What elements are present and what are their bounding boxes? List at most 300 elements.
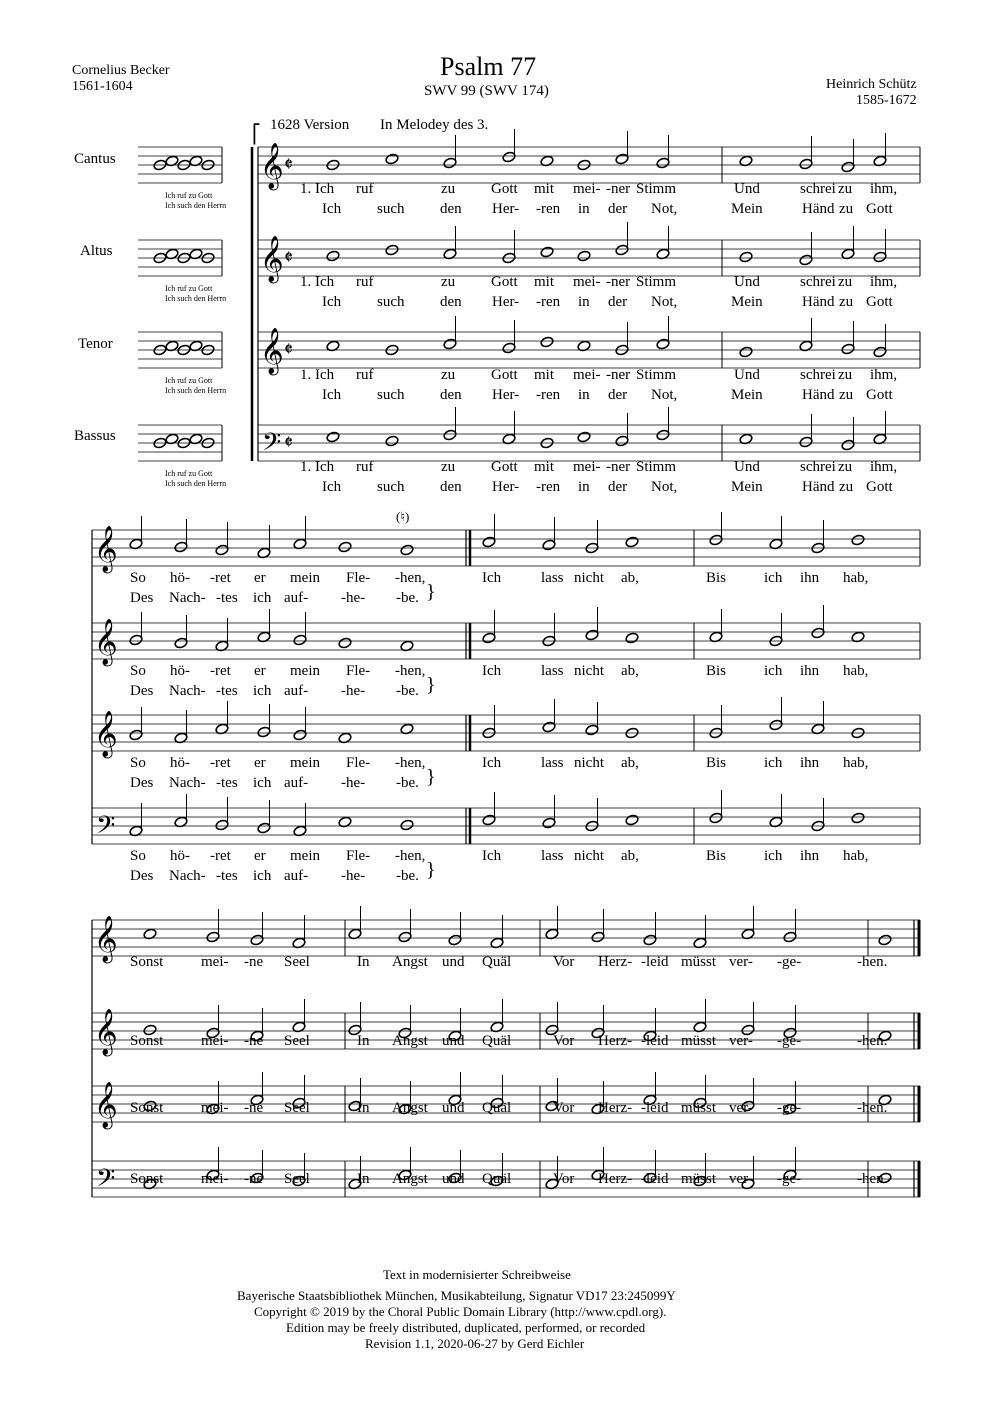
- lyric-syllable: er: [254, 848, 266, 864]
- lyric-syllable: zu: [441, 459, 456, 475]
- lyric-syllable: ich: [764, 848, 783, 864]
- lyric-syllable: Quäl: [482, 1100, 512, 1116]
- lyric-syllable: mit: [534, 274, 555, 290]
- cut-time-icon: 𝄵: [284, 247, 293, 269]
- lyric-syllable: der: [608, 479, 628, 495]
- lyric-syllable: Bis: [706, 663, 727, 679]
- note-head: [338, 637, 352, 649]
- lyric-syllable: in: [578, 387, 590, 403]
- lyric-syllable: Gott: [866, 387, 893, 403]
- note-head: [443, 157, 457, 169]
- lyric-syllable: Seel: [284, 1100, 310, 1116]
- note-head: [656, 429, 670, 441]
- lyric-syllable: Ich: [322, 387, 342, 403]
- note-head: [293, 634, 307, 646]
- lyric-syllable: In: [357, 1171, 370, 1187]
- note-head: [615, 244, 629, 256]
- lyric-syllable: mit: [534, 459, 555, 475]
- lyric-syllable: -leid: [641, 1100, 669, 1116]
- note-head: [841, 439, 855, 451]
- lyric-syllable: Gott: [491, 459, 518, 475]
- lyric-syllable: mein: [290, 663, 320, 679]
- lyric-syllable: Mein: [731, 387, 763, 403]
- lyric-syllable: Quäl: [482, 1171, 512, 1187]
- note-head: [129, 634, 143, 646]
- lyric-syllable: nicht: [574, 755, 604, 771]
- lyric-syllable: schrei: [800, 459, 836, 475]
- lyric-syllable: der: [608, 294, 628, 310]
- lyric-syllable: ab,: [621, 663, 639, 679]
- lyric-syllable: Fle-: [346, 663, 371, 679]
- system-bracket: ⎡: [252, 124, 261, 144]
- lyric-syllable: hab,: [843, 848, 869, 864]
- note-head: [448, 934, 462, 946]
- lyric-syllable: Quäl: [482, 954, 512, 970]
- voice-label-tenor: Tenor: [78, 336, 113, 352]
- lyric-syllable: den: [440, 294, 462, 310]
- stanza-brace: }: [426, 674, 436, 696]
- treble-clef-icon: 𝄞: [260, 236, 284, 281]
- lyric-syllable: müsst: [681, 1171, 717, 1187]
- lyric-syllable: -hen.: [857, 1171, 888, 1187]
- lyric-syllable: Herz-: [598, 1033, 633, 1049]
- note-head: [443, 338, 457, 350]
- composer-name: Heinrich Schütz: [826, 77, 917, 92]
- lyric-syllable: mein: [290, 848, 320, 864]
- lyric-syllable: In: [357, 1100, 370, 1116]
- lyric-syllable: 1. Ich: [300, 367, 335, 383]
- lyric-syllable: und: [442, 954, 465, 970]
- lyric-syllable: -ne: [244, 954, 264, 970]
- lyric-syllable: Sonst: [130, 954, 164, 970]
- lyric-syllable: Ich: [482, 755, 502, 771]
- lyric-syllable: -hen,: [395, 848, 426, 864]
- lyric-syllable: müsst: [681, 1033, 717, 1049]
- note-head: [769, 719, 783, 731]
- lyric-syllable: Vor: [553, 954, 575, 970]
- note-head: [293, 729, 307, 741]
- incipit-text: Ich such den Herrn: [165, 201, 227, 210]
- lyric-syllable: nicht: [574, 570, 604, 586]
- note-head: [385, 435, 399, 447]
- lyric-syllable: ihm,: [870, 181, 898, 197]
- lyric-syllable: ver-: [729, 1171, 753, 1187]
- note-head: [709, 812, 723, 824]
- poet-name: Cornelius Becker: [72, 63, 170, 78]
- note-head: [257, 726, 271, 738]
- lyric-syllable: mei-: [201, 1171, 229, 1187]
- lyric-syllable: -ren: [536, 294, 561, 310]
- lyric-syllable: und: [442, 1100, 465, 1116]
- poet-dates: 1561-1604: [72, 79, 133, 94]
- lyric-syllable: Fle-: [346, 848, 371, 864]
- note-head: [625, 536, 639, 548]
- lyric-syllable: -ne: [244, 1100, 264, 1116]
- treble-clef-icon: 𝄞: [94, 526, 118, 571]
- lyric-syllable: Her-: [492, 201, 520, 217]
- lyric-syllable: ihn: [800, 848, 820, 864]
- lyric-syllable: Des: [130, 683, 154, 699]
- lyric-syllable: Gott: [491, 274, 518, 290]
- footer-source: Bayerische Staatsbibliothek München, Musikabteilung, Signatur VD17 23:245099Y: [237, 1288, 676, 1303]
- lyric-syllable: -he-: [341, 868, 366, 884]
- note-head: [851, 812, 865, 824]
- lyric-syllable: Sonst: [130, 1100, 164, 1116]
- lyric-syllable: -leid: [641, 1171, 669, 1187]
- lyric-syllable: -ge-: [777, 1033, 802, 1049]
- note-head: [326, 431, 340, 443]
- lyric-syllable: Vor: [553, 1171, 575, 1187]
- lyric-syllable: ihm,: [870, 459, 898, 475]
- lyric-syllable: 1. Ich: [300, 459, 335, 475]
- lyric-syllable: zu: [441, 181, 456, 197]
- note-head: [841, 161, 855, 173]
- lyric-syllable: -ret: [210, 755, 231, 771]
- lyric-syllable: ich: [764, 663, 783, 679]
- lyric-syllable: Ich: [322, 479, 342, 495]
- stanza-brace: }: [426, 766, 436, 788]
- note-head: [656, 338, 670, 350]
- lyric-syllable: 1. Ich: [300, 181, 335, 197]
- lyric-syllable: den: [440, 201, 462, 217]
- note-head: [443, 429, 457, 441]
- note-head: [540, 336, 554, 348]
- lyric-syllable: -hen.: [857, 1033, 888, 1049]
- note-head: [656, 157, 670, 169]
- incipit-text: Ich ruf zu Gott: [165, 376, 213, 385]
- lyric-syllable: nicht: [574, 848, 604, 864]
- melody-label: In Melodey des 3.: [380, 117, 489, 133]
- lyric-syllable: und: [442, 1171, 465, 1187]
- lyric-syllable: such: [377, 201, 405, 217]
- lyric-syllable: auf-: [284, 775, 309, 791]
- lyric-syllable: Not,: [651, 294, 678, 310]
- voice-label-bassus: Bassus: [74, 428, 116, 444]
- lyric-syllable: Ich: [482, 570, 502, 586]
- stanza-brace: }: [426, 859, 436, 881]
- incipit-text: Ich such den Herrn: [165, 294, 227, 303]
- lyric-syllable: -leid: [641, 954, 669, 970]
- lyric-syllable: -hen.: [857, 954, 888, 970]
- lyric-syllable: müsst: [681, 1100, 717, 1116]
- lyric-syllable: such: [377, 387, 405, 403]
- lyric-syllable: Vor: [553, 1033, 575, 1049]
- lyric-syllable: ihn: [800, 663, 820, 679]
- lyric-syllable: -tes: [216, 775, 238, 791]
- note-head: [878, 934, 892, 946]
- note-head: [338, 541, 352, 553]
- lyric-syllable: Händ: [802, 201, 835, 217]
- treble-clef-icon: 𝄞: [94, 916, 118, 961]
- lyric-syllable: -tes: [216, 868, 238, 884]
- lyric-syllable: zu: [441, 367, 456, 383]
- note-head: [591, 931, 605, 943]
- footer-revision: Revision 1.1, 2020-06-27 by Gerd Eichler: [365, 1336, 585, 1351]
- lyric-syllable: -ret: [210, 848, 231, 864]
- note-head: [400, 819, 414, 831]
- lyric-syllable: Quäl: [482, 1033, 512, 1049]
- lyric-syllable: den: [440, 387, 462, 403]
- lyric-syllable: In: [357, 1033, 370, 1049]
- note-head: [398, 931, 412, 943]
- lyric-syllable: Fle-: [346, 570, 371, 586]
- lyric-syllable: -he-: [341, 775, 366, 791]
- note-head: [615, 153, 629, 165]
- lyric-syllable: Angst: [392, 1100, 428, 1116]
- lyric-syllable: Nach-: [169, 868, 206, 884]
- footer-note: Text in modernisierter Schreibweise: [383, 1267, 571, 1282]
- lyric-syllable: Stimm: [636, 274, 677, 290]
- lyric-syllable: ich: [764, 570, 783, 586]
- lyric-syllable: mit: [534, 181, 555, 197]
- lyric-syllable: Ich: [482, 848, 502, 864]
- lyric-syllable: schrei: [800, 274, 836, 290]
- lyric-syllable: such: [377, 294, 405, 310]
- lyric-syllable: auf-: [284, 683, 309, 699]
- lyric-syllable: Fle-: [346, 755, 371, 771]
- note-head: [577, 250, 591, 262]
- lyric-syllable: -ren: [536, 201, 561, 217]
- incipit-text: Ich such den Herrn: [165, 386, 227, 395]
- natural-mark: (♮): [396, 509, 410, 524]
- lyric-syllable: Händ: [802, 387, 835, 403]
- lyric-syllable: zu: [839, 387, 854, 403]
- lyric-syllable: in: [578, 201, 590, 217]
- lyric-syllable: zu: [838, 181, 853, 197]
- note-head: [625, 632, 639, 644]
- version-label: 1628 Version: [270, 117, 350, 133]
- lyric-syllable: Des: [130, 868, 154, 884]
- lyric-syllable: -tes: [216, 683, 238, 699]
- treble-clef-icon: 𝄞: [260, 143, 284, 188]
- lyric-syllable: hö-: [170, 570, 190, 586]
- treble-clef-icon: 𝄞: [94, 1082, 118, 1127]
- lyric-syllable: -ren: [536, 387, 561, 403]
- lyric-syllable: Angst: [392, 1033, 428, 1049]
- lyric-syllable: -leid: [641, 1033, 669, 1049]
- lyric-syllable: Nach-: [169, 590, 206, 606]
- lyric-syllable: Bis: [706, 848, 727, 864]
- lyric-syllable: in: [578, 479, 590, 495]
- lyric-syllable: Und: [734, 367, 760, 383]
- voice-label-cantus: Cantus: [74, 151, 116, 167]
- lyric-syllable: Händ: [802, 479, 835, 495]
- lyric-syllable: zu: [839, 201, 854, 217]
- lyric-syllable: Mein: [731, 294, 763, 310]
- lyric-syllable: Gott: [866, 201, 893, 217]
- lyric-syllable: -ge-: [777, 1171, 802, 1187]
- note-head: [250, 934, 264, 946]
- cut-time-icon: 𝄵: [284, 339, 293, 361]
- lyric-syllable: auf-: [284, 868, 309, 884]
- lyric-syllable: Des: [130, 590, 154, 606]
- lyric-syllable: Her-: [492, 294, 520, 310]
- cut-time-icon: 𝄵: [284, 154, 293, 176]
- note-head: [851, 534, 865, 546]
- lyric-syllable: ihn: [800, 755, 820, 771]
- lyric-syllable: So: [130, 848, 146, 864]
- lyric-syllable: hö-: [170, 848, 190, 864]
- note-head: [215, 819, 229, 831]
- lyric-syllable: Mein: [731, 201, 763, 217]
- lyric-syllable: hö-: [170, 663, 190, 679]
- note-head: [385, 153, 399, 165]
- lyric-syllable: Herz-: [598, 1171, 633, 1187]
- lyric-syllable: Stimm: [636, 459, 677, 475]
- lyric-syllable: ruf: [356, 367, 374, 383]
- lyric-syllable: ich: [253, 590, 272, 606]
- treble-clef-icon: 𝄞: [94, 619, 118, 664]
- lyric-syllable: -ner: [606, 459, 631, 475]
- lyric-syllable: mei-: [573, 274, 601, 290]
- lyric-syllable: schrei: [800, 367, 836, 383]
- lyric-syllable: ruf: [356, 459, 374, 475]
- lyric-syllable: ich: [253, 868, 272, 884]
- footer-license: Edition may be freely distributed, duplicated, performed, or recorded: [286, 1320, 646, 1335]
- note-head: [257, 822, 271, 834]
- note-head: [799, 254, 813, 266]
- lyric-syllable: -ge-: [777, 954, 802, 970]
- lyric-syllable: Herz-: [598, 954, 633, 970]
- incipit-text: Ich ruf zu Gott: [165, 469, 213, 478]
- lyric-syllable: ruf: [356, 181, 374, 197]
- note-head: [174, 541, 188, 553]
- note-head: [739, 251, 753, 263]
- lyric-syllable: in: [578, 294, 590, 310]
- lyric-syllable: -ner: [606, 274, 631, 290]
- lyric-syllable: -ret: [210, 570, 231, 586]
- lyric-syllable: ich: [253, 775, 272, 791]
- note-head: [841, 343, 855, 355]
- lyric-syllable: -ner: [606, 181, 631, 197]
- lyric-syllable: Und: [734, 459, 760, 475]
- lyric-syllable: zu: [839, 294, 854, 310]
- lyric-syllable: Bis: [706, 570, 727, 586]
- note-head: [502, 342, 516, 354]
- treble-clef-icon: 𝄞: [94, 1009, 118, 1054]
- voice-label-altus: Altus: [80, 243, 113, 259]
- lyric-syllable: er: [254, 755, 266, 771]
- lyric-syllable: lass: [541, 755, 564, 771]
- lyric-syllable: lass: [541, 663, 564, 679]
- lyric-syllable: ver-: [729, 1100, 753, 1116]
- lyric-syllable: -be.: [396, 775, 419, 791]
- note-head: [585, 629, 599, 641]
- lyric-syllable: mei-: [573, 459, 601, 475]
- lyric-syllable: So: [130, 755, 146, 771]
- note-head: [643, 934, 657, 946]
- lyric-syllable: Bis: [706, 755, 727, 771]
- treble-clef-icon: 𝄞: [94, 711, 118, 756]
- lyric-syllable: hö-: [170, 755, 190, 771]
- lyric-syllable: schrei: [800, 181, 836, 197]
- lyric-syllable: hab,: [843, 755, 869, 771]
- note-head: [709, 534, 723, 546]
- lyric-syllable: er: [254, 570, 266, 586]
- lyric-syllable: Und: [734, 181, 760, 197]
- lyric-syllable: -hen.: [857, 1100, 888, 1116]
- lyric-syllable: Ich: [482, 663, 502, 679]
- lyric-syllable: Gott: [491, 181, 518, 197]
- lyric-syllable: Angst: [392, 1171, 428, 1187]
- lyric-syllable: -ne: [244, 1033, 264, 1049]
- bass-clef-icon: 𝄢: [96, 1165, 116, 1198]
- note-head: [129, 729, 143, 741]
- lyric-syllable: ab,: [621, 570, 639, 586]
- note-head: [799, 158, 813, 170]
- lyric-syllable: Angst: [392, 954, 428, 970]
- note-head: [783, 931, 797, 943]
- page-title: Psalm 77: [440, 52, 537, 81]
- note-head: [482, 814, 496, 826]
- lyric-syllable: ab,: [621, 848, 639, 864]
- lyric-syllable: -hen,: [395, 755, 426, 771]
- note-head: [482, 632, 496, 644]
- lyric-syllable: den: [440, 479, 462, 495]
- lyric-syllable: Ich: [322, 294, 342, 310]
- lyric-syllable: -hen,: [395, 663, 426, 679]
- lyric-syllable: So: [130, 570, 146, 586]
- bass-clef-icon: 𝄢: [262, 429, 282, 462]
- lyric-syllable: Nach-: [169, 775, 206, 791]
- lyric-syllable: der: [608, 201, 628, 217]
- lyric-syllable: Stimm: [636, 367, 677, 383]
- note-head: [482, 536, 496, 548]
- lyric-syllable: ruf: [356, 274, 374, 290]
- incipit-text: Ich ruf zu Gott: [165, 284, 213, 293]
- lyric-syllable: mei-: [201, 1033, 229, 1049]
- lyric-syllable: müsst: [681, 954, 717, 970]
- note-head: [799, 436, 813, 448]
- note-head: [385, 244, 399, 256]
- note-head: [502, 151, 516, 163]
- note-head: [400, 544, 414, 556]
- note-head: [873, 251, 887, 263]
- lyric-syllable: Not,: [651, 479, 678, 495]
- lyric-syllable: 1. Ich: [300, 274, 335, 290]
- lyric-syllable: zu: [838, 459, 853, 475]
- lyric-syllable: ihm,: [870, 274, 898, 290]
- lyric-syllable: Des: [130, 775, 154, 791]
- note-head: [540, 246, 554, 258]
- cut-time-icon: 𝄵: [284, 432, 293, 454]
- lyric-syllable: Her-: [492, 387, 520, 403]
- lyric-syllable: ab,: [621, 755, 639, 771]
- lyric-syllable: Seel: [284, 1171, 310, 1187]
- lyric-syllable: -ge-: [777, 1100, 802, 1116]
- note-head: [542, 539, 556, 551]
- lyric-syllable: Gott: [866, 294, 893, 310]
- lyric-syllable: Seel: [284, 1033, 310, 1049]
- lyric-syllable: zu: [441, 274, 456, 290]
- lyric-syllable: such: [377, 479, 405, 495]
- lyric-syllable: zu: [838, 367, 853, 383]
- lyric-syllable: hab,: [843, 663, 869, 679]
- lyric-syllable: -ren: [536, 479, 561, 495]
- lyric-syllable: So: [130, 663, 146, 679]
- lyric-syllable: -ner: [606, 367, 631, 383]
- lyric-syllable: Händ: [802, 294, 835, 310]
- note-head: [615, 435, 629, 447]
- lyric-syllable: -be.: [396, 590, 419, 606]
- lyric-syllable: nicht: [574, 663, 604, 679]
- bass-clef-icon: 𝄢: [96, 812, 116, 845]
- footer-copyright: Copyright © 2019 by the Choral Public Domain Library (http://www.cpdl.org).: [254, 1304, 667, 1319]
- lyric-syllable: ich: [253, 683, 272, 699]
- lyric-syllable: Not,: [651, 201, 678, 217]
- lyric-syllable: -be.: [396, 868, 419, 884]
- lyric-syllable: Gott: [491, 367, 518, 383]
